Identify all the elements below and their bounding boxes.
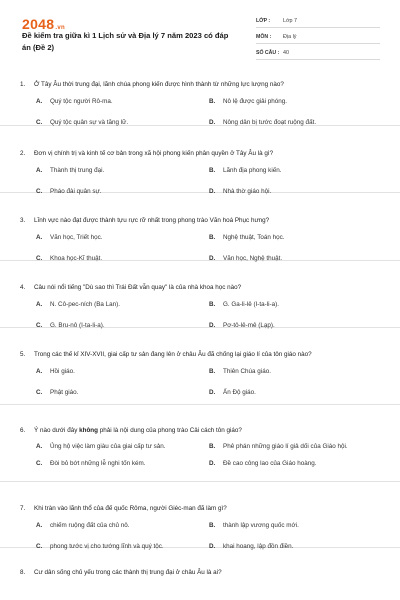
question-item bbox=[0, 328, 400, 405]
answer-option-a[interactable] bbox=[36, 97, 209, 106]
answer-option-b[interactable] bbox=[209, 166, 382, 175]
question-text bbox=[20, 216, 380, 225]
question-item bbox=[0, 405, 400, 482]
question-number: 1. bbox=[20, 81, 26, 88]
question-item bbox=[0, 193, 400, 261]
option-text: G. Bru-nô (I-ta-li-a). bbox=[50, 322, 105, 329]
answer-option-a[interactable] bbox=[36, 442, 209, 451]
option-text: Quý tộc người Rô-ma. bbox=[50, 98, 113, 105]
answer-option-b[interactable] bbox=[209, 233, 382, 242]
question-number: 7. bbox=[20, 505, 26, 512]
question-text bbox=[20, 504, 380, 513]
option-letter: B. bbox=[209, 368, 216, 375]
option-letter: D. bbox=[209, 389, 216, 396]
question-item bbox=[0, 482, 400, 548]
meta-value: Lớp 7 bbox=[283, 17, 298, 24]
option-letter: B. bbox=[209, 443, 216, 450]
option-letter: B. bbox=[209, 234, 216, 241]
answer-option-b[interactable] bbox=[209, 521, 382, 530]
meta-row-class bbox=[256, 14, 380, 28]
question-item bbox=[0, 126, 400, 193]
answer-option-c[interactable] bbox=[36, 388, 209, 397]
meta-label: SỐ CÂU : bbox=[256, 49, 280, 56]
question-text bbox=[20, 568, 380, 577]
option-text: Văn học, Triết học. bbox=[50, 234, 103, 241]
option-text: Quý tộc quân sự và tăng lữ. bbox=[50, 119, 129, 126]
meta-row-count bbox=[256, 46, 380, 60]
page-header bbox=[0, 0, 400, 62]
question-item bbox=[0, 548, 400, 588]
option-text: Đòi bỏ bớt những lễ nghi tốn kém. bbox=[50, 460, 146, 467]
question-text bbox=[20, 350, 380, 359]
option-letter: D. bbox=[209, 255, 216, 262]
option-text: thành lập vương quốc mới. bbox=[223, 522, 299, 529]
answer-option-a[interactable] bbox=[36, 300, 209, 309]
answer-options bbox=[20, 521, 380, 551]
option-letter: C. bbox=[36, 389, 43, 396]
option-text: Văn học, Nghệ thuật. bbox=[223, 255, 283, 262]
meta-label: MÔN : bbox=[256, 33, 272, 40]
option-letter: A. bbox=[36, 98, 43, 105]
answer-option-d[interactable] bbox=[209, 388, 382, 397]
option-letter: A. bbox=[36, 443, 43, 450]
meta-value: Địa lý bbox=[283, 33, 297, 40]
meta-label: LỚP : bbox=[256, 17, 271, 24]
option-text: Ấn Độ giáo. bbox=[223, 389, 256, 396]
question-prompt: Ý nào dưới đây bbox=[34, 427, 80, 434]
option-text: Nô lệ được giải phóng. bbox=[223, 98, 288, 105]
option-letter: D. bbox=[209, 322, 216, 329]
answer-option-a[interactable] bbox=[36, 367, 209, 376]
answer-option-a[interactable] bbox=[36, 521, 209, 530]
answer-option-b[interactable] bbox=[209, 442, 382, 451]
option-letter: D. bbox=[209, 188, 216, 195]
option-letter: C. bbox=[36, 543, 43, 550]
option-text: Đề cao công lao của Giáo hoàng. bbox=[223, 460, 317, 467]
option-text: Nhà thờ giáo hội. bbox=[223, 188, 272, 195]
option-letter: B. bbox=[209, 167, 216, 174]
question-text bbox=[20, 283, 380, 292]
option-text: Thành thị trung đại. bbox=[50, 167, 105, 174]
answer-option-d[interactable] bbox=[209, 459, 382, 468]
answer-options bbox=[20, 367, 380, 397]
option-text: Thiên Chúa giáo. bbox=[223, 368, 271, 375]
option-letter: C. bbox=[36, 188, 43, 195]
question-number: 3. bbox=[20, 217, 26, 224]
question-prompt: Khi tràn vào lãnh thổ của đế quốc Rôma, người Giéc-man đã làm gì? bbox=[34, 505, 227, 512]
option-letter: B. bbox=[209, 98, 216, 105]
option-text: Nghệ thuật, Toán học. bbox=[223, 234, 285, 241]
question-number: 8. bbox=[20, 569, 26, 576]
option-letter: A. bbox=[36, 167, 43, 174]
answer-option-a[interactable] bbox=[36, 166, 209, 175]
question-prompt-rest: phải là nội dung của phong trào Cải cách tôn giáo? bbox=[98, 427, 242, 434]
question-number: 5. bbox=[20, 351, 26, 358]
logo-suffix: .vn bbox=[55, 25, 65, 31]
option-text: N. Cô-pec-ních (Ba Lan). bbox=[50, 301, 120, 308]
option-letter: A. bbox=[36, 368, 43, 375]
question-text bbox=[20, 426, 380, 435]
option-text: Ủng hộ việc làm giàu của giai cấp tư sản. bbox=[50, 443, 166, 450]
answer-options bbox=[20, 442, 380, 468]
option-text: chiếm ruộng đất của chủ nô. bbox=[50, 522, 130, 529]
option-text: Pơ-tô-lê-mê (Lạp). bbox=[223, 322, 275, 329]
question-prompt: Lĩnh vực nào đạt được thành tựu rực rỡ nhất trong phong trào Văn hoá Phục hưng? bbox=[34, 217, 270, 224]
answer-options bbox=[20, 300, 380, 330]
answer-options bbox=[20, 97, 380, 127]
page-title: Đề kiểm tra giữa kì 1 Lịch sử và Địa lý 7 năm 2023 có đáp án (Đề 2) bbox=[22, 31, 229, 52]
question-text bbox=[20, 149, 380, 158]
option-letter: D. bbox=[209, 460, 216, 467]
answer-option-c[interactable] bbox=[36, 459, 209, 468]
question-number: 6. bbox=[20, 427, 26, 434]
question-number: 4. bbox=[20, 284, 26, 291]
option-letter: A. bbox=[36, 301, 43, 308]
question-list bbox=[0, 62, 400, 588]
question-prompt: Cư dân sống chủ yếu trong các thành thị trung đại ở châu Âu là ai? bbox=[34, 569, 222, 576]
option-text: Phê phán những giáo lí giả dối của Giáo hội. bbox=[223, 443, 348, 450]
question-prompt: Câu nói nổi tiếng "Dù sao thì Trái Đất vẫn quay" là của nhà khoa học nào? bbox=[34, 284, 242, 291]
option-letter: A. bbox=[36, 234, 43, 241]
question-number: 2. bbox=[20, 150, 26, 157]
option-text: Khoa học-Kĩ thuật. bbox=[50, 255, 103, 262]
question-prompt: Đơn vị chính trị và kinh tế cơ bản trong xã hội phong kiến phân quyền ở Tây Âu là gì? bbox=[34, 150, 274, 157]
option-letter: C. bbox=[36, 255, 43, 262]
option-text: Lãnh địa phong kiến. bbox=[223, 167, 282, 174]
option-text: khai hoang, lập đồn điền. bbox=[223, 543, 294, 550]
option-text: G. Ga-li-lê (I-ta-li-a). bbox=[223, 301, 279, 308]
option-letter: D. bbox=[209, 119, 216, 126]
answer-option-b[interactable] bbox=[209, 367, 382, 376]
option-text: Nông dân bị tước đoạt ruộng đất. bbox=[223, 119, 317, 126]
option-text: Pháo đài quân sự. bbox=[50, 188, 102, 195]
option-letter: B. bbox=[209, 301, 216, 308]
option-text: Hồi giáo. bbox=[50, 368, 75, 375]
answer-option-b[interactable] bbox=[209, 300, 382, 309]
question-text bbox=[20, 80, 380, 89]
option-letter: C. bbox=[36, 119, 43, 126]
question-keyword: không bbox=[79, 427, 98, 434]
option-letter: C. bbox=[36, 322, 43, 329]
meta-value: 40 bbox=[283, 49, 289, 56]
option-text: Phật giáo. bbox=[50, 389, 79, 396]
meta-row-subject bbox=[256, 30, 380, 44]
option-letter: C. bbox=[36, 460, 43, 467]
option-letter: B. bbox=[209, 522, 216, 529]
option-letter: D. bbox=[209, 543, 216, 550]
exam-meta bbox=[256, 14, 380, 62]
answer-options bbox=[20, 233, 380, 263]
answer-options bbox=[20, 166, 380, 196]
option-text: phong tước vị cho tướng lĩnh và quý tộc. bbox=[50, 543, 164, 550]
logo-text: 2048 bbox=[22, 16, 55, 32]
answer-option-a[interactable] bbox=[36, 233, 209, 242]
option-letter: A. bbox=[36, 522, 43, 529]
question-item bbox=[0, 62, 400, 126]
question-prompt: Ở Tây Âu thời trung đại, lãnh chúa phong kiến được hình thành từ những lực lượng nào? bbox=[34, 81, 284, 88]
answer-option-b[interactable] bbox=[209, 97, 382, 106]
question-item bbox=[0, 261, 400, 328]
question-prompt: Trong các thế kỉ XIV-XVII, giai cấp tư sản đang lên ở châu Âu đã chống lại giáo lí của tôn giáo nào? bbox=[34, 351, 312, 358]
